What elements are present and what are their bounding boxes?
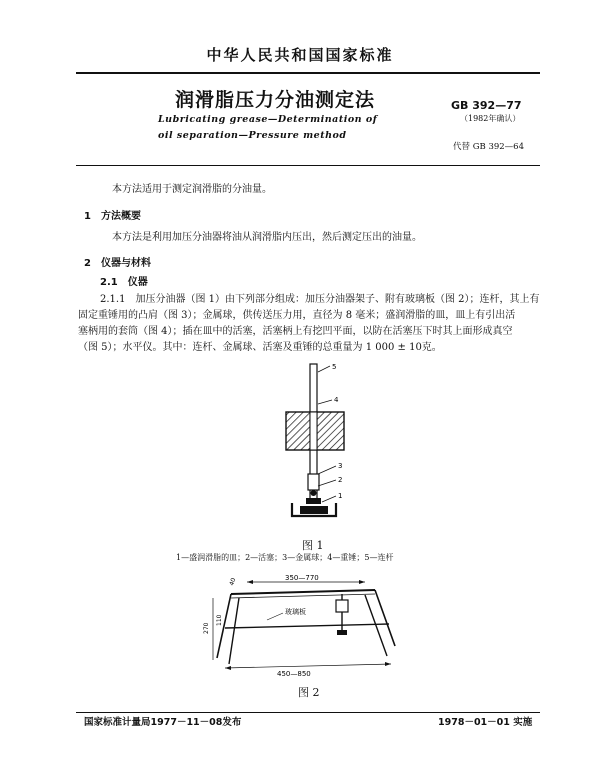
document-title: 润滑脂压力分油测定法 bbox=[175, 89, 376, 111]
fig2-dim-left: 270 bbox=[203, 622, 210, 634]
fig1-label-1: 1 bbox=[338, 492, 343, 500]
fig2-dim-inner: 110 bbox=[216, 614, 223, 626]
section-rule bbox=[76, 165, 540, 166]
fig1-label-2: 2 bbox=[338, 476, 343, 484]
scope-text: 本方法适用于测定润滑脂的分油量。 bbox=[112, 184, 272, 195]
section-2-1-1-line-1: 2.1.1 加压分油器（图 1）由下列部分组成：加压分油器架子、附有玻璃板（图 2）；连杆，其上有 bbox=[100, 294, 540, 305]
standard-number: GB 392—77 bbox=[451, 99, 522, 112]
figure-1-caption: 图 1 bbox=[302, 539, 324, 552]
fig1-label-5: 5 bbox=[332, 363, 337, 371]
replaces-note: 代替 GB 392—64 bbox=[453, 142, 524, 152]
fig2-dim-bottom: 450—850 bbox=[277, 670, 311, 678]
section-2-1-1-line-2: 固定重锤用的凸肩（图 3）；金属球，供传送压力用，直径为 8 毫米；盛润滑脂的皿，皿上有引出活 bbox=[78, 310, 516, 321]
effective-date: 1978－01－01 实施 bbox=[438, 717, 533, 728]
section-1-heading: 1 方法概要 bbox=[84, 211, 141, 222]
glass-plate-line bbox=[225, 624, 389, 628]
national-standard-heading: 中华人民共和国国家标准 bbox=[206, 46, 394, 64]
english-title-line-2: oil separation—Pressure method bbox=[158, 130, 347, 141]
metal-ball bbox=[311, 490, 317, 496]
figure-1-apparatus-drawing bbox=[270, 360, 380, 535]
english-title-line-1: Lubricating grease—Determination of bbox=[158, 114, 378, 125]
confirmation-note: （1982年确认） bbox=[460, 114, 521, 123]
footer-rule bbox=[76, 712, 540, 713]
figure-2-caption: 图 2 bbox=[298, 686, 320, 699]
issue-date: 国家标准计量局1977－11－08发布 bbox=[84, 717, 242, 728]
figure-2-frame-drawing bbox=[205, 568, 420, 678]
fig1-label-3: 3 bbox=[338, 462, 343, 470]
section-2-1-1-line-3: 塞柄用的套筒（图 4）；插在皿中的活塞，活塞柄上有挖凹平面，以防在活塞压下时其上面形成真空 bbox=[78, 326, 513, 337]
fig2-dim-top: 350—770 bbox=[285, 574, 319, 582]
header-rule bbox=[76, 72, 540, 74]
figure-1-legend: 1—盛润滑脂的皿；2—活塞；3—金属球；4—重锤；5—连杆 bbox=[176, 553, 394, 562]
fig2-glass-label: 玻璃板 bbox=[285, 608, 306, 616]
section-2-1-1-line-4: （图 5）；水平仪。其中：连杆、金属球、活塞及重锤的总重量为 1 000 ± 10克。 bbox=[78, 342, 442, 353]
section-2-heading: 2 仪器与材料 bbox=[84, 258, 151, 269]
section-1-text: 本方法是利用加压分油器将油从润滑脂内压出，然后测定压出的油量。 bbox=[112, 232, 422, 243]
fig2-dim-small: 40 bbox=[228, 577, 238, 587]
section-2-1-heading: 2.1 仪器 bbox=[100, 277, 148, 288]
piston bbox=[306, 498, 321, 504]
fig1-label-4: 4 bbox=[334, 396, 339, 404]
